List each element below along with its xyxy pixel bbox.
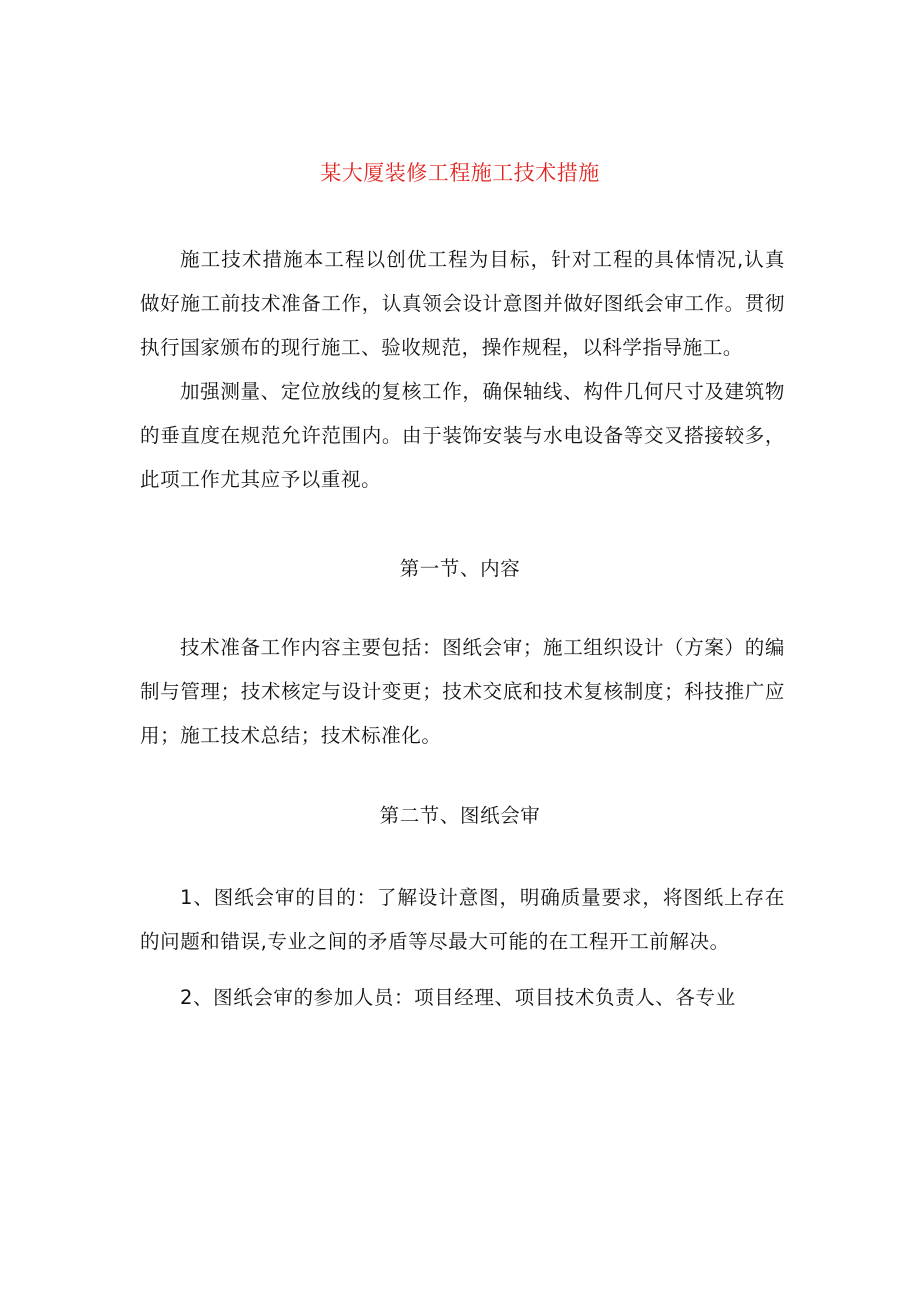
section-1-heading: 第一节、内容 bbox=[399, 557, 521, 580]
section-1-paragraph: 技术准备工作内容主要包括：图纸会审；施工组织设计（方案）的编制与管理；技术核定与设计变更；技术交底和技术复核制度；科技推广应用；施工技术总结；技术标准化。 bbox=[140, 636, 785, 747]
section-2-paragraph-1: 1、图纸会审的目的：了解设计意图，明确质量要求，将图纸上存在的问题和错误,专业之间的矛盾等尽最大可能的在工程开工前解决。 bbox=[140, 886, 785, 953]
document-title: 某大厦装修工程施工技术措施 bbox=[320, 161, 600, 185]
intro-paragraph-2: 加强测量、定位放线的复核工作，确保轴线、构件几何尺寸及建筑物的垂直度在规范允许范围内。由于装饰安装与水电设备等交叉搭接较多，此项工作尤其应予以重视。 bbox=[140, 380, 785, 491]
intro-paragraph-1: 施工技术措施本工程以创优工程为目标，针对工程的具体情况,认真做好施工前技术准备工作，认真领会设计意图并做好图纸会审工作。贯彻执行国家颁布的现行施工、验收规范，操作规程，以科学指导施工。 bbox=[140, 248, 785, 359]
section-2-heading: 第二节、图纸会审 bbox=[379, 804, 541, 827]
section-2-paragraph-2: 2、图纸会审的参加人员：项目经理、项目技术负责人、各专业 bbox=[180, 986, 736, 1009]
